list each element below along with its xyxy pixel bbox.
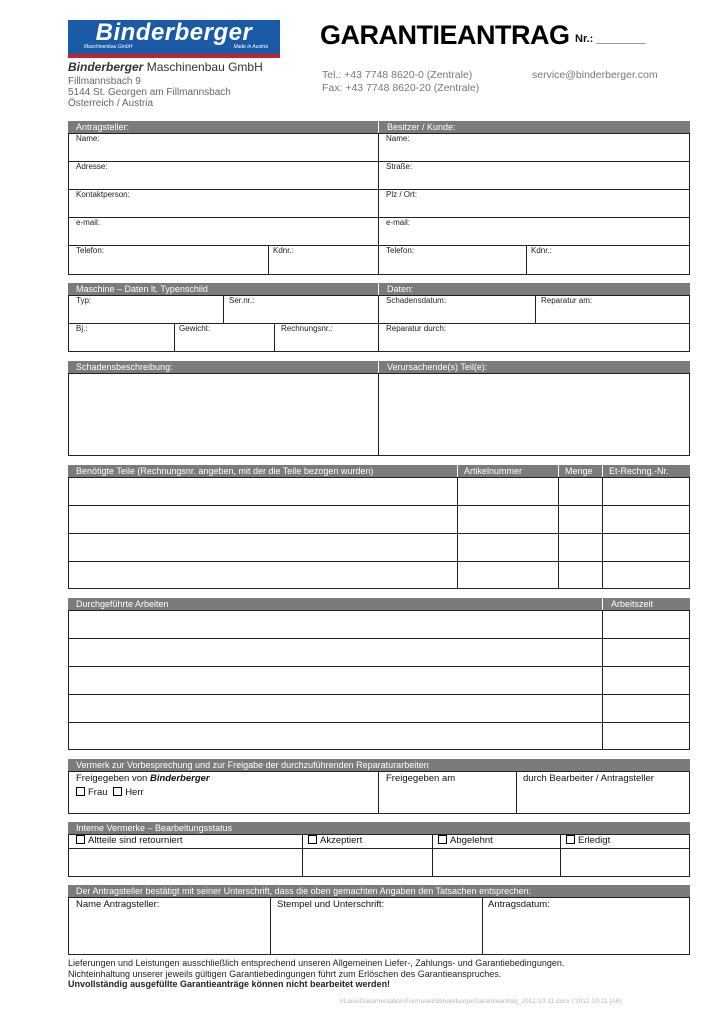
application-date-field[interactable]: Antragsdatum:: [488, 899, 550, 910]
divider: [223, 295, 224, 323]
table-row: [68, 694, 690, 695]
divider: [68, 161, 690, 162]
contact-fax: Fax: +43 7748 8620-20 (Zentrale): [322, 82, 480, 94]
logo-subtitle: Maschinenbau GmbH: [84, 44, 133, 50]
parts-col-qty: Menge: [559, 465, 602, 477]
divider: [602, 610, 603, 750]
stamp-signature-field[interactable]: Stempel und Unterschrift:: [277, 899, 385, 910]
machine-year-field[interactable]: Bj.:: [76, 324, 88, 333]
divider: [526, 245, 527, 275]
table-row: [68, 666, 690, 667]
owner-header: Besitzer / Kunde:: [379, 121, 690, 133]
owner-zip-city-field[interactable]: Plz / Ort:: [386, 190, 418, 199]
applicant-address-field[interactable]: Adresse:: [76, 162, 108, 171]
applicant-customer-no-field[interactable]: Kdnr.:: [273, 246, 294, 255]
applicant-name-field[interactable]: Name:: [76, 134, 100, 143]
company-name-rest: Maschinenbau GmbH: [143, 60, 263, 74]
divider: [482, 897, 483, 955]
released-at-field[interactable]: Freigegeben am: [386, 773, 456, 784]
causing-parts-input[interactable]: [380, 375, 688, 454]
machine-type-field[interactable]: Typ:: [76, 296, 92, 305]
applicant-phone-field[interactable]: Telefon:: [76, 246, 105, 255]
dates-header: Daten:: [379, 283, 690, 295]
released-by-label: [76, 773, 210, 784]
internal-header: Interne Vermerke – Bearbeitungsstatus: [68, 822, 690, 834]
applicant-owner-box: [68, 133, 690, 275]
contact-email: service@binderberger.com: [532, 69, 658, 81]
document-path: \\Laue\Dokumentation\Formulare\BinderbergerGarantieantrag_2012-10-11.docx | 2012-10-11 [AB]: [340, 998, 622, 1005]
damage-description-header: Schadensbeschreibung:: [68, 361, 378, 373]
owner-name-field[interactable]: Name:: [386, 134, 410, 143]
causing-parts-header: Verursachende(s) Teil(e):: [379, 361, 690, 373]
divider: [68, 848, 690, 849]
divider: [378, 133, 379, 275]
divider: [68, 323, 690, 324]
company-street: Fillmannsbach 9: [68, 76, 141, 87]
divider: [270, 897, 271, 955]
divider: [378, 771, 379, 814]
returned-label: Altteile sind retourniert: [88, 835, 183, 846]
company-name: [68, 60, 263, 74]
divider: [68, 245, 690, 246]
confirm-header: Der Antragsteller bestätigt mit seiner Unterschrift, dass die oben gemachten Angaben den Tatsachen entsprechen:: [68, 885, 690, 897]
released-by-text: Freigegeben von: [76, 773, 150, 784]
divider: [302, 834, 303, 877]
logo-name: Binderberger: [95, 19, 253, 46]
parts-col-article: Artikelnummer: [458, 465, 558, 477]
applicant-email-field[interactable]: e-mail:: [76, 218, 101, 227]
divider: [274, 323, 275, 352]
mr-label: Herr: [125, 787, 144, 798]
form-number[interactable]: Nr.: ________: [575, 33, 646, 45]
damage-description-input[interactable]: [70, 375, 376, 454]
company-country: Österreich / Austria: [68, 98, 154, 109]
mrs-label: Frau: [88, 787, 108, 798]
table-row: [68, 638, 690, 639]
applicant-signature-name-field[interactable]: Name Antragsteller:: [76, 899, 160, 910]
company-name-bold: Binderberger: [68, 60, 144, 74]
done-label: Erledigt: [578, 835, 611, 846]
divider: [432, 834, 433, 877]
table-row: [68, 533, 690, 534]
work-col-time: Arbeitszeit: [603, 598, 690, 610]
owner-email-field[interactable]: e-mail:: [386, 218, 411, 227]
accepted-label: Akzeptiert: [320, 835, 363, 846]
divider: [457, 477, 458, 589]
parts-col-invoice: Et-Rechng.-Nr.: [603, 465, 690, 477]
parts-col-parts: Benötigte Teile (Rechnungsnr. angeben, mit der die Teile bezogen wurden): [68, 465, 457, 477]
company-logo: [68, 20, 280, 58]
repair-on-field[interactable]: Reparatur am:: [541, 296, 593, 305]
rejected-checkbox[interactable]: [438, 835, 447, 844]
divider: [268, 245, 269, 275]
footer-line-2: Nichteinhaltung unserer jeweils gültigen Garantiebedingungen führt zum Erlöschen des Garantieanspruches.: [68, 968, 502, 979]
owner-phone-field[interactable]: Telefon:: [386, 246, 415, 255]
logo-made-in: Made in Austria: [233, 44, 268, 50]
status-done: [566, 835, 610, 846]
mrs-checkbox[interactable]: [76, 787, 85, 796]
damage-date-field[interactable]: Schadensdatum:: [386, 296, 447, 305]
divider: [535, 295, 536, 323]
owner-customer-no-field[interactable]: Kdnr.:: [531, 246, 552, 255]
returned-checkbox[interactable]: [76, 835, 85, 844]
work-col-work: Durchgeführte Arbeiten: [68, 598, 602, 610]
divider: [602, 477, 603, 589]
footer-line-3: Unvollständig ausgefüllte Garantieanträge können nicht bearbeitet werden!: [68, 979, 391, 989]
form-title: GARANTIEANTRAG: [320, 20, 570, 50]
company-address: [68, 76, 231, 109]
applicant-contact-field[interactable]: Kontaktperson:: [76, 190, 130, 199]
company-city: 5144 St. Georgen am Fillmannsbach: [68, 87, 231, 98]
contact-tel: Tel.: +43 7748 8620-0 (Zentrale): [322, 69, 473, 81]
status-rejected: [438, 835, 493, 846]
machine-invoice-field[interactable]: Rechnungsnr.:: [281, 324, 333, 333]
applicant-header: Antragsteller:: [68, 121, 378, 133]
mr-checkbox[interactable]: [113, 787, 122, 796]
divider: [68, 189, 690, 190]
divider: [560, 834, 561, 877]
by-clerk-field[interactable]: durch Bearbeiter / Antragsteller: [523, 773, 654, 784]
status-accepted: [308, 835, 362, 846]
table-row: [68, 722, 690, 723]
divider: [68, 217, 690, 218]
contact-phones: [322, 69, 479, 95]
owner-street-field[interactable]: Straße:: [386, 162, 413, 171]
released-by-brand: Binderberger: [149, 773, 210, 784]
machine-weight-field[interactable]: Gewicht:: [179, 324, 211, 333]
machine-header: Maschine – Daten lt. Typenschild: [68, 283, 378, 295]
work-table: [68, 610, 690, 750]
table-row: [68, 561, 690, 562]
footer-line-1: Lieferungen und Leistungen ausschließlich entsprechend unseren Allgemeinen Liefer-, Zahlungs- und Garantiebedingungen.: [68, 958, 565, 968]
footer-terms: [68, 958, 564, 990]
repair-by-field[interactable]: Reparatur durch:: [386, 324, 447, 333]
table-row: [68, 505, 690, 506]
machine-serial-field[interactable]: Ser.nr.:: [229, 296, 255, 305]
divider: [516, 771, 517, 814]
accepted-checkbox[interactable]: [308, 835, 317, 844]
approval-header: Vermerk zur Vorbesprechung und zur Freigabe der durchzuführenden Reparaturarbeiten: [68, 759, 690, 771]
divider: [378, 373, 379, 456]
salutation-row: [76, 787, 144, 798]
status-returned: [76, 835, 183, 846]
done-checkbox[interactable]: [566, 835, 575, 844]
rejected-label: Abgelehnt: [450, 835, 493, 846]
divider: [558, 477, 559, 589]
divider: [174, 323, 175, 352]
